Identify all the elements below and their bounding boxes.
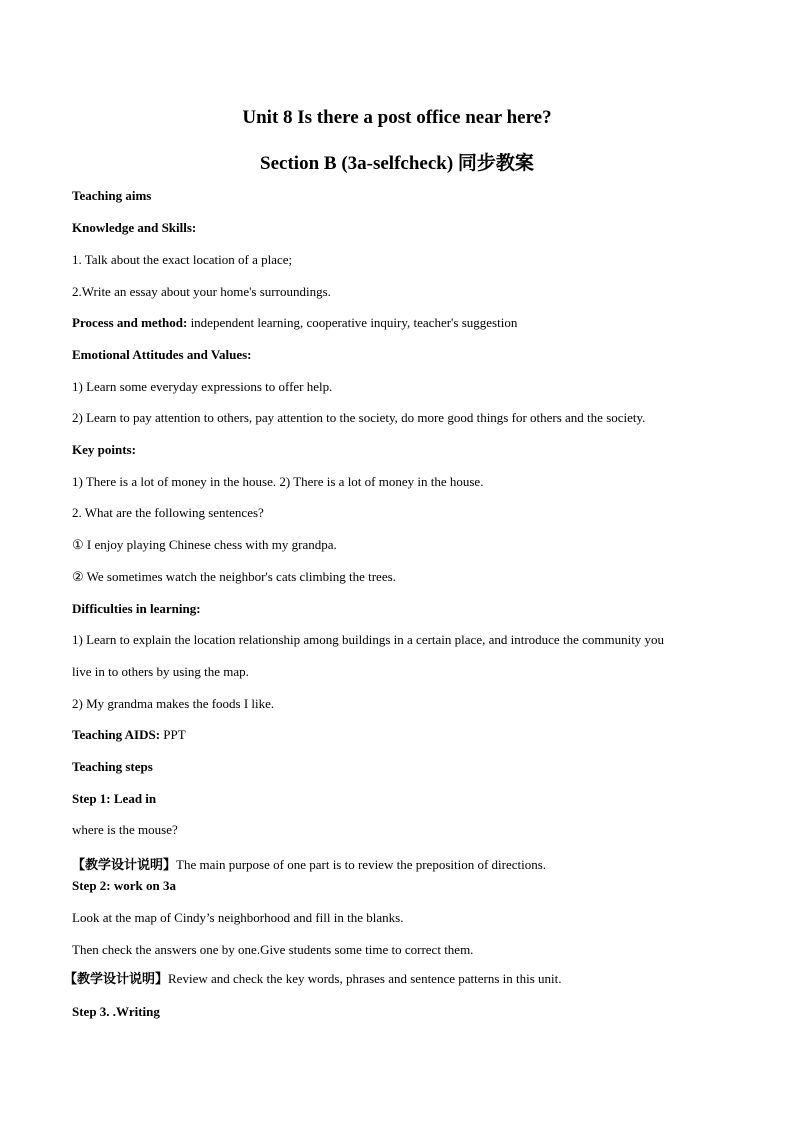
step-2-text-2: Then check the answers one by one.Give students some time to correct them. <box>72 942 474 957</box>
heading-teaching-aims: Teaching aims <box>72 188 152 203</box>
emotional-item-1: 1) Learn some everyday expressions to offer help. <box>72 379 333 394</box>
heading-teaching-steps: Teaching steps <box>72 759 153 774</box>
step-2-heading: Step 2: work on 3a <box>72 878 177 893</box>
key-point-item-4: ② We sometimes watch the neighbor's cats climbing the trees. <box>72 569 396 584</box>
process-method-line <box>72 315 517 331</box>
teaching-aids-label: Teaching AIDS: <box>72 727 161 742</box>
emotional-item-2: 2) Learn to pay attention to others, pay attention to the society, do more good things for others and the society. <box>72 410 646 425</box>
difficulty-item-2: 2) My grandma makes the foods I like. <box>72 696 275 711</box>
design-note-label: 【教学设计说明】 <box>72 857 177 872</box>
key-point-item-1: 1) There is a lot of money in the house. 2) There is a lot of money in the house. <box>72 474 484 489</box>
step-3-heading: Step 3. .Writing <box>72 1004 160 1019</box>
heading-difficulties: Difficulties in learning: <box>72 601 201 616</box>
step-2-text-1: Look at the map of Cindy’s neighborhood and fill in the blanks. <box>72 910 404 925</box>
step-1-heading: Step 1: Lead in <box>72 791 157 806</box>
heading-key-points: Key points: <box>72 442 136 457</box>
design-note-1 <box>72 854 546 873</box>
process-method-label: Process and method: <box>72 315 188 330</box>
process-method-text: independent learning, cooperative inquiry, teacher's suggestion <box>187 315 518 330</box>
design-note-label: 【教学设计说明】 <box>64 971 169 986</box>
teaching-aids-text: PPT <box>160 727 186 742</box>
design-note-1-text: The main purpose of one part is to review the preposition of directions. <box>176 857 547 872</box>
knowledge-item-1: 1. Talk about the exact location of a place; <box>72 252 293 267</box>
heading-knowledge-skills: Knowledge and Skills: <box>72 220 197 235</box>
key-point-item-3: ① I enjoy playing Chinese chess with my grandpa. <box>72 537 337 552</box>
design-note-2 <box>64 968 562 987</box>
key-point-item-2: 2. What are the following sentences? <box>72 505 264 520</box>
document-subtitle: Section B (3a-selfcheck) 同步教案 <box>260 153 534 174</box>
difficulty-item-1a: 1) Learn to explain the location relationship among buildings in a certain place, and introduce the community you <box>72 632 665 647</box>
difficulty-item-1b: live in to others by using the map. <box>72 664 249 679</box>
design-note-2-text: Review and check the key words, phrases and sentence patterns in this unit. <box>168 971 562 986</box>
teaching-aids-line <box>72 727 186 743</box>
heading-emotional-attitudes: Emotional Attitudes and Values: <box>72 347 252 362</box>
step-1-text: where is the mouse? <box>72 822 178 837</box>
knowledge-item-2: 2.Write an essay about your home's surroundings. <box>72 284 331 299</box>
document-title: Unit 8 Is there a post office near here? <box>242 107 552 128</box>
